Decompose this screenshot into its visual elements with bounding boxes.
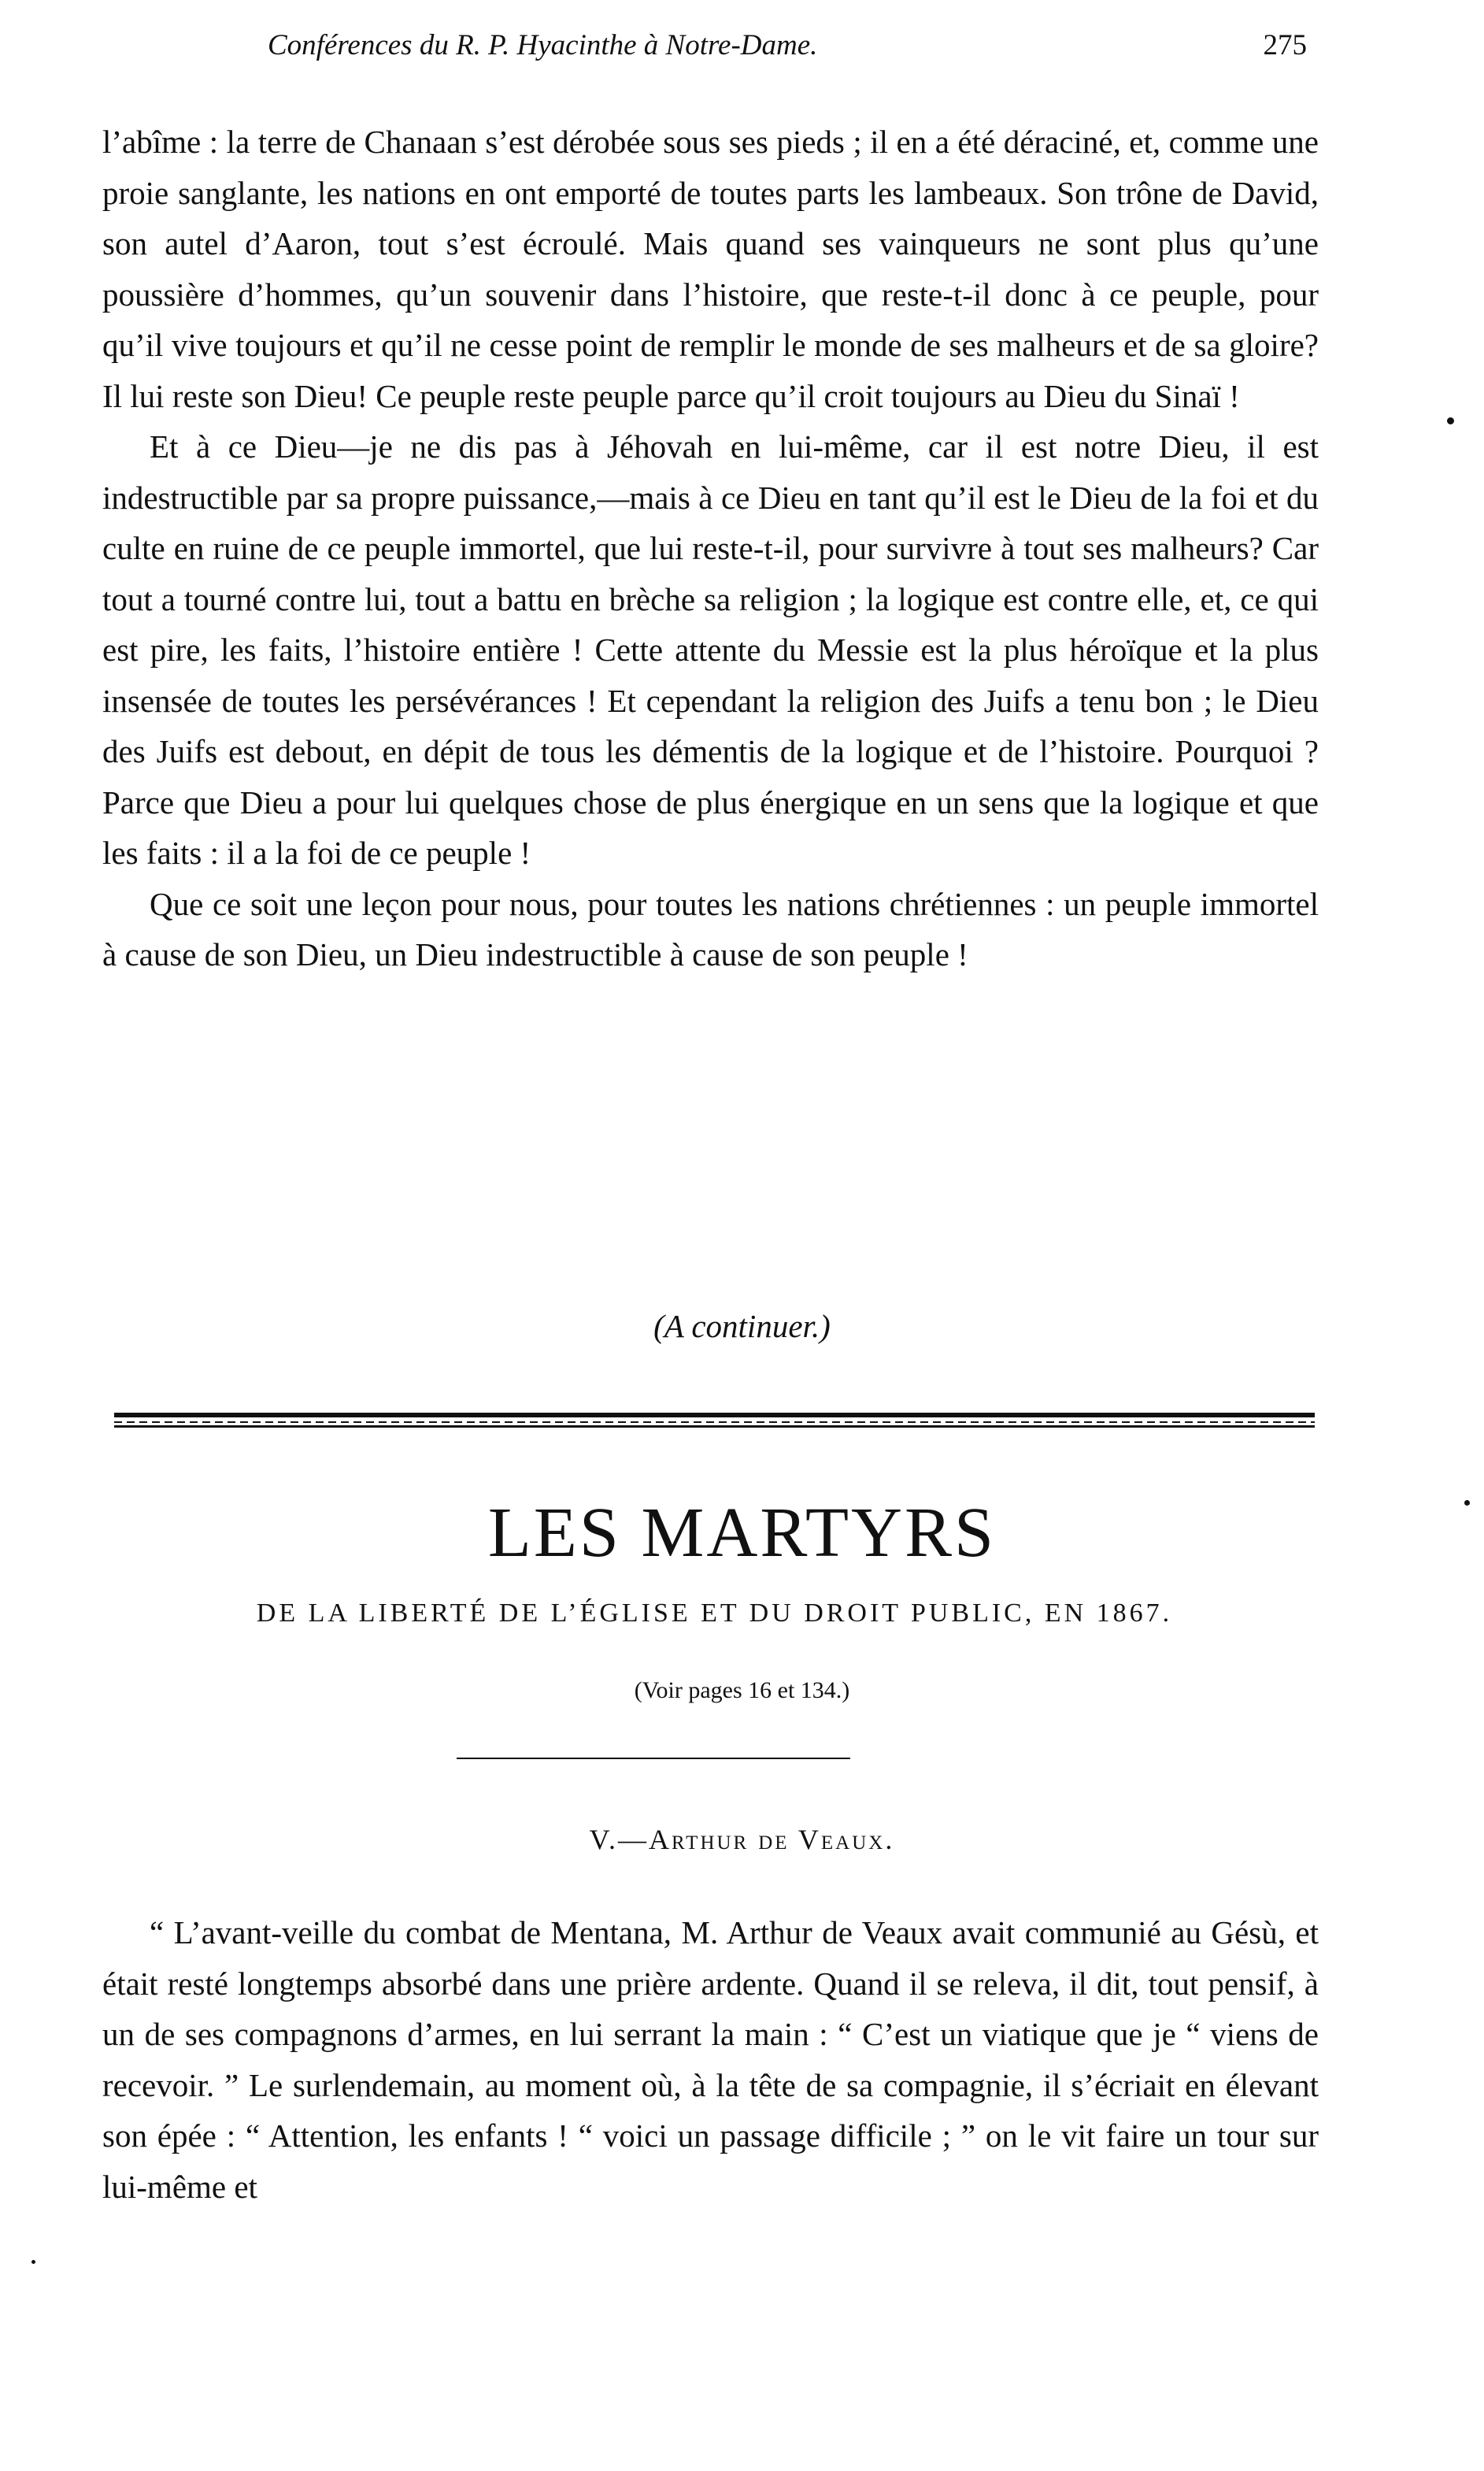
paragraph: l’abîme : la terre de Chanaan s’est dérobée sous ses pieds ; il en a été déraciné, et, comme une proie sanglante, les nations en ont emporté de toutes parts les lambeaux. Son trône de David, son autel d’Aaron, tout s’est écroulé. Mais quand ses vainqueurs ne sont plus qu’une poussière d’hommes, qu’un souvenir dans l’histoire, que reste-t-il donc à ce peuple, pour qu’il vive toujours et qu’il ne cesse point de remplir le monde de ses malheurs et de sa gloire? Il lui reste son Dieu! Ce peuple reste peuple parce qu’il croit toujours au Dieu du Sinaï ! — [102, 124, 1319, 414]
print-speck — [31, 2260, 35, 2264]
running-title: Conférences du R. P. Hyacinthe à Notre-Dame. — [268, 29, 818, 61]
article-body — [102, 1907, 1319, 2212]
section-title: V.—Arthur de Veaux. — [589, 1824, 895, 1855]
print-speck — [1464, 1500, 1470, 1506]
paragraph: Et à ce Dieu—je ne dis pas à Jéhovah en lui-même, car il est notre Dieu, il est indestructible par sa propre puissance,—mais à ce Dieu en tant qu’il est le Dieu de la foi et du culte en ruine de ce peuple immortel, que lui reste-t-il, pour survivre à tout ses malheurs? Car tout a tourné contre lui, tout a battu en brèche sa religion ; la logique est contre elle, et, ce qui est pire, les faits, l’histoire entière ! Cette attente du Messie est la plus héroïque et la plus insensée de toutes les persévérances ! Et cependant la religion des Juifs a tenu bon ; le Dieu des Juifs est debout, en dépit de tous les démentis de la logique et de l’histoire. Pourquoi ? Parce que Dieu a pour lui quelques chose de plus énergique en un sens que la logique et que les faits : il a la foi de ce peuple ! — [102, 428, 1319, 871]
paragraph: Que ce soit une leçon pour nous, pour toutes les nations chrétiennes : un peuple immortel à cause de son Dieu, un Dieu indestructible à cause de son peuple ! — [102, 885, 1319, 972]
page-number: 275 — [1263, 29, 1307, 61]
article-subheading: DE LA LIBERTÉ DE L’ÉGLISE ET DU DROIT PUBLIC, EN 1867. — [256, 1599, 1173, 1628]
ornamental-divider — [114, 1410, 1315, 1428]
paragraph: “ L’avant-veille du combat de Mentana, M. Arthur de Veaux avait communié au Gésù, et était resté longtemps absorbé dans une prière ardente. Quand il se releva, il dit, tout pensif, à un de ses compagnons d’armes, en lui serrant la main : “ C’est un viatique que je “ viens de recevoir. ” Le surlendemain, au moment où, à la tête de sa compagnie, il s’écriait en élevant son épée : “ Attention, les enfants ! “ voici un passage difficile ; ” on le vit faire un tour sur lui-même et — [102, 1914, 1319, 2205]
to-be-continued-note: (A continuer.) — [653, 1308, 831, 1344]
article-continuation-body — [102, 117, 1319, 980]
page-reference: (Voir pages 16 et 134.) — [634, 1677, 850, 1703]
page-header — [110, 28, 1315, 76]
section-rule — [457, 1758, 850, 1759]
print-speck — [1447, 417, 1454, 424]
article-heading: LES MARTYRS — [487, 1494, 997, 1572]
